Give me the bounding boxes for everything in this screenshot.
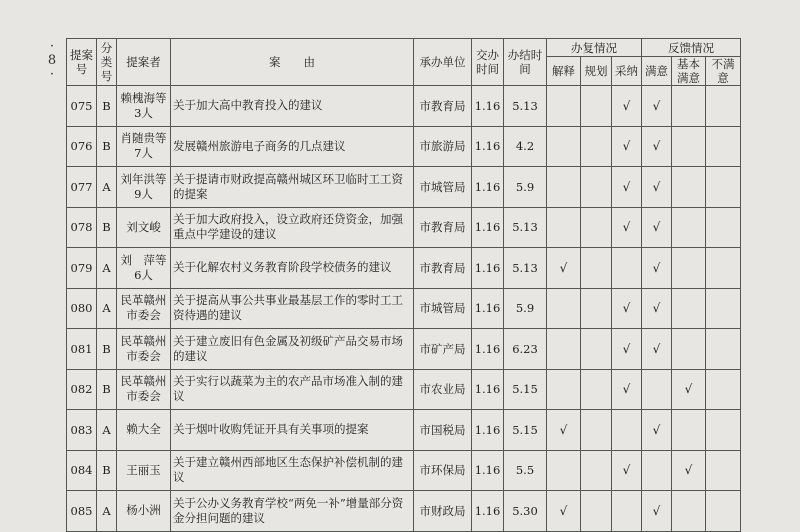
cell-reply-adopt: √: [612, 126, 642, 167]
table-row: [67, 329, 741, 370]
cell-feedback-basic: √: [672, 369, 706, 410]
cell-completed: 5.30: [504, 491, 547, 532]
cell-unit: 市城管局: [414, 288, 472, 329]
cell-proposer: 王丽玉: [117, 450, 171, 491]
cell-id: 077: [67, 167, 97, 208]
proposal-table: [66, 38, 741, 532]
cell-unit: 市国税局: [414, 410, 472, 451]
cell-reply-adopt: √: [612, 207, 642, 248]
cell-feedback-basic: [672, 410, 706, 451]
cell-category: A: [97, 410, 117, 451]
cell-feedback-unsatisfied: [706, 450, 741, 491]
header-handover: 交办时间: [472, 39, 504, 86]
table-row: [67, 248, 741, 289]
cell-feedback-basic: [672, 86, 706, 127]
cell-reply-plan: [581, 126, 612, 167]
cell-proposer: 杨小洲: [117, 491, 171, 532]
cell-id: 075: [67, 86, 97, 127]
table-row: [67, 288, 741, 329]
page-number-dot-bottom: ·: [49, 67, 55, 82]
cell-reply-plan: [581, 329, 612, 370]
cell-reply-plan: [581, 86, 612, 127]
cell-subject: 关于加大政府投入，设立政府还贷资金，加强重点中学建设的建议: [171, 207, 414, 248]
cell-feedback-basic: [672, 491, 706, 532]
cell-reply-explain: √: [547, 410, 581, 451]
cell-reply-explain: [547, 86, 581, 127]
cell-reply-explain: [547, 288, 581, 329]
header-feedback-unsatisfied: 不满意: [706, 57, 741, 86]
cell-reply-plan: [581, 207, 612, 248]
cell-subject: 关于提高从事公共事业最基层工作的零时工工资待遇的建议: [171, 288, 414, 329]
cell-feedback-basic: [672, 167, 706, 208]
cell-subject: 发展赣州旅游电子商务的几点建议: [171, 126, 414, 167]
cell-completed: 5.5: [504, 450, 547, 491]
cell-completed: 4.2: [504, 126, 547, 167]
cell-completed: 5.13: [504, 86, 547, 127]
cell-handover: 1.16: [472, 410, 504, 451]
cell-reply-explain: [547, 167, 581, 208]
cell-unit: 市教育局: [414, 86, 472, 127]
cell-feedback-satisfied: √: [642, 167, 672, 208]
header-proposer: 提案者: [117, 39, 171, 86]
cell-unit: 市农业局: [414, 369, 472, 410]
cell-reply-adopt: √: [612, 288, 642, 329]
cell-id: 076: [67, 126, 97, 167]
cell-feedback-unsatisfied: [706, 288, 741, 329]
table-row: [67, 410, 741, 451]
cell-category: B: [97, 126, 117, 167]
cell-handover: 1.16: [472, 207, 504, 248]
cell-completed: 5.13: [504, 248, 547, 289]
cell-feedback-basic: [672, 126, 706, 167]
cell-reply-plan: [581, 288, 612, 329]
header-reply-explain: 解释: [547, 57, 581, 86]
cell-reply-explain: [547, 369, 581, 410]
cell-reply-adopt: [612, 410, 642, 451]
cell-id: 083: [67, 410, 97, 451]
cell-handover: 1.16: [472, 86, 504, 127]
table-row: [67, 86, 741, 127]
cell-feedback-basic: [672, 288, 706, 329]
cell-reply-plan: [581, 369, 612, 410]
cell-category: A: [97, 288, 117, 329]
cell-handover: 1.16: [472, 369, 504, 410]
cell-reply-plan: [581, 450, 612, 491]
cell-reply-adopt: [612, 491, 642, 532]
cell-reply-plan: [581, 410, 612, 451]
cell-unit: 市教育局: [414, 207, 472, 248]
cell-handover: 1.16: [472, 491, 504, 532]
cell-unit: 市环保局: [414, 450, 472, 491]
page-number-digit: 8: [47, 53, 57, 68]
cell-feedback-unsatisfied: [706, 248, 741, 289]
cell-feedback-satisfied: √: [642, 329, 672, 370]
cell-category: A: [97, 248, 117, 289]
cell-feedback-satisfied: √: [642, 491, 672, 532]
cell-proposer: 刘 萍等6人: [117, 248, 171, 289]
page-number: [44, 40, 60, 82]
cell-handover: 1.16: [472, 126, 504, 167]
cell-reply-adopt: √: [612, 329, 642, 370]
cell-completed: 5.9: [504, 167, 547, 208]
cell-feedback-satisfied: √: [642, 207, 672, 248]
cell-id: 085: [67, 491, 97, 532]
cell-feedback-unsatisfied: [706, 329, 741, 370]
cell-feedback-satisfied: [642, 450, 672, 491]
cell-reply-explain: [547, 450, 581, 491]
cell-handover: 1.16: [472, 450, 504, 491]
cell-proposer: 赖槐海等3人: [117, 86, 171, 127]
cell-category: A: [97, 167, 117, 208]
cell-subject: 关于化解农村义务教育阶段学校债务的建议: [171, 248, 414, 289]
cell-unit: 市旅游局: [414, 126, 472, 167]
cell-category: B: [97, 369, 117, 410]
cell-feedback-unsatisfied: [706, 167, 741, 208]
cell-subject: 关于实行以蔬菜为主的农产品市场准入制的建议: [171, 369, 414, 410]
cell-proposer: 民革赣州市委会: [117, 329, 171, 370]
cell-feedback-basic: [672, 207, 706, 248]
header-category: 分类号: [97, 39, 117, 86]
cell-proposer: 赖大全: [117, 410, 171, 451]
cell-reply-adopt: √: [612, 369, 642, 410]
cell-feedback-unsatisfied: [706, 491, 741, 532]
cell-completed: 5.13: [504, 207, 547, 248]
cell-feedback-unsatisfied: [706, 410, 741, 451]
cell-feedback-basic: [672, 329, 706, 370]
table-row: [67, 126, 741, 167]
header-subject: 案 由: [171, 39, 414, 86]
header-unit: 承办单位: [414, 39, 472, 86]
header-reply-group: 办复情况: [547, 39, 642, 57]
cell-id: 078: [67, 207, 97, 248]
cell-reply-plan: [581, 248, 612, 289]
cell-proposer: 民革赣州市委会: [117, 288, 171, 329]
cell-subject: 关于建立废旧有色金属及初级矿产品交易市场的建议: [171, 329, 414, 370]
cell-completed: 5.15: [504, 410, 547, 451]
cell-id: 080: [67, 288, 97, 329]
cell-feedback-satisfied: √: [642, 248, 672, 289]
header-id: 提案号: [67, 39, 97, 86]
cell-unit: 市矿产局: [414, 329, 472, 370]
cell-category: B: [97, 329, 117, 370]
cell-reply-adopt: √: [612, 450, 642, 491]
cell-id: 081: [67, 329, 97, 370]
cell-id: 082: [67, 369, 97, 410]
cell-feedback-unsatisfied: [706, 126, 741, 167]
header-feedback-basic: 基本满意: [672, 57, 706, 86]
cell-id: 084: [67, 450, 97, 491]
cell-proposer: 肖随贵等7人: [117, 126, 171, 167]
cell-category: B: [97, 207, 117, 248]
cell-reply-plan: [581, 167, 612, 208]
cell-category: B: [97, 450, 117, 491]
cell-completed: 5.9: [504, 288, 547, 329]
cell-reply-explain: [547, 329, 581, 370]
cell-proposer: 刘年洪等9人: [117, 167, 171, 208]
cell-feedback-unsatisfied: [706, 369, 741, 410]
cell-feedback-satisfied: √: [642, 410, 672, 451]
cell-reply-adopt: [612, 248, 642, 289]
table-row: [67, 167, 741, 208]
table-row: [67, 369, 741, 410]
cell-completed: 5.15: [504, 369, 547, 410]
cell-reply-explain: √: [547, 248, 581, 289]
cell-reply-plan: [581, 491, 612, 532]
cell-subject: 关于建立赣州西部地区生态保护补偿机制的建议: [171, 450, 414, 491]
header-feedback-satisfied: 满意: [642, 57, 672, 86]
cell-proposer: 民革赣州市委会: [117, 369, 171, 410]
cell-handover: 1.16: [472, 329, 504, 370]
cell-feedback-unsatisfied: [706, 86, 741, 127]
cell-reply-adopt: √: [612, 86, 642, 127]
table-body: [67, 86, 741, 532]
cell-completed: 6.23: [504, 329, 547, 370]
header-completed: 办结时间: [504, 39, 547, 86]
cell-feedback-basic: √: [672, 450, 706, 491]
cell-subject: 关于烟叶收购凭证开具有关事项的提案: [171, 410, 414, 451]
cell-reply-adopt: √: [612, 167, 642, 208]
table-row: [67, 491, 741, 532]
cell-feedback-unsatisfied: [706, 207, 741, 248]
cell-feedback-satisfied: [642, 369, 672, 410]
header-reply-plan: 规划: [581, 57, 612, 86]
cell-feedback-satisfied: √: [642, 288, 672, 329]
cell-handover: 1.16: [472, 167, 504, 208]
cell-reply-explain: [547, 207, 581, 248]
table-row: [67, 450, 741, 491]
table-row: [67, 207, 741, 248]
cell-subject: 关于公办义务教育学校“两免一补”增量部分资金分担问题的建议: [171, 491, 414, 532]
cell-proposer: 刘文峻: [117, 207, 171, 248]
cell-handover: 1.16: [472, 248, 504, 289]
cell-subject: 关于加大高中教育投入的建议: [171, 86, 414, 127]
cell-unit: 市财政局: [414, 491, 472, 532]
cell-feedback-basic: [672, 248, 706, 289]
cell-id: 079: [67, 248, 97, 289]
table-header: [67, 39, 741, 86]
cell-reply-explain: [547, 126, 581, 167]
cell-subject: 关于提请市财政提高赣州城区环卫临时工工资的提案: [171, 167, 414, 208]
cell-handover: 1.16: [472, 288, 504, 329]
header-reply-adopt: 采纳: [612, 57, 642, 86]
cell-reply-explain: √: [547, 491, 581, 532]
cell-feedback-satisfied: √: [642, 126, 672, 167]
cell-category: A: [97, 491, 117, 532]
header-feedback-group: 反馈情况: [642, 39, 741, 57]
cell-unit: 市城管局: [414, 167, 472, 208]
page-number-dot-top: ·: [49, 39, 55, 54]
cell-unit: 市教育局: [414, 248, 472, 289]
cell-feedback-satisfied: √: [642, 86, 672, 127]
cell-category: B: [97, 86, 117, 127]
